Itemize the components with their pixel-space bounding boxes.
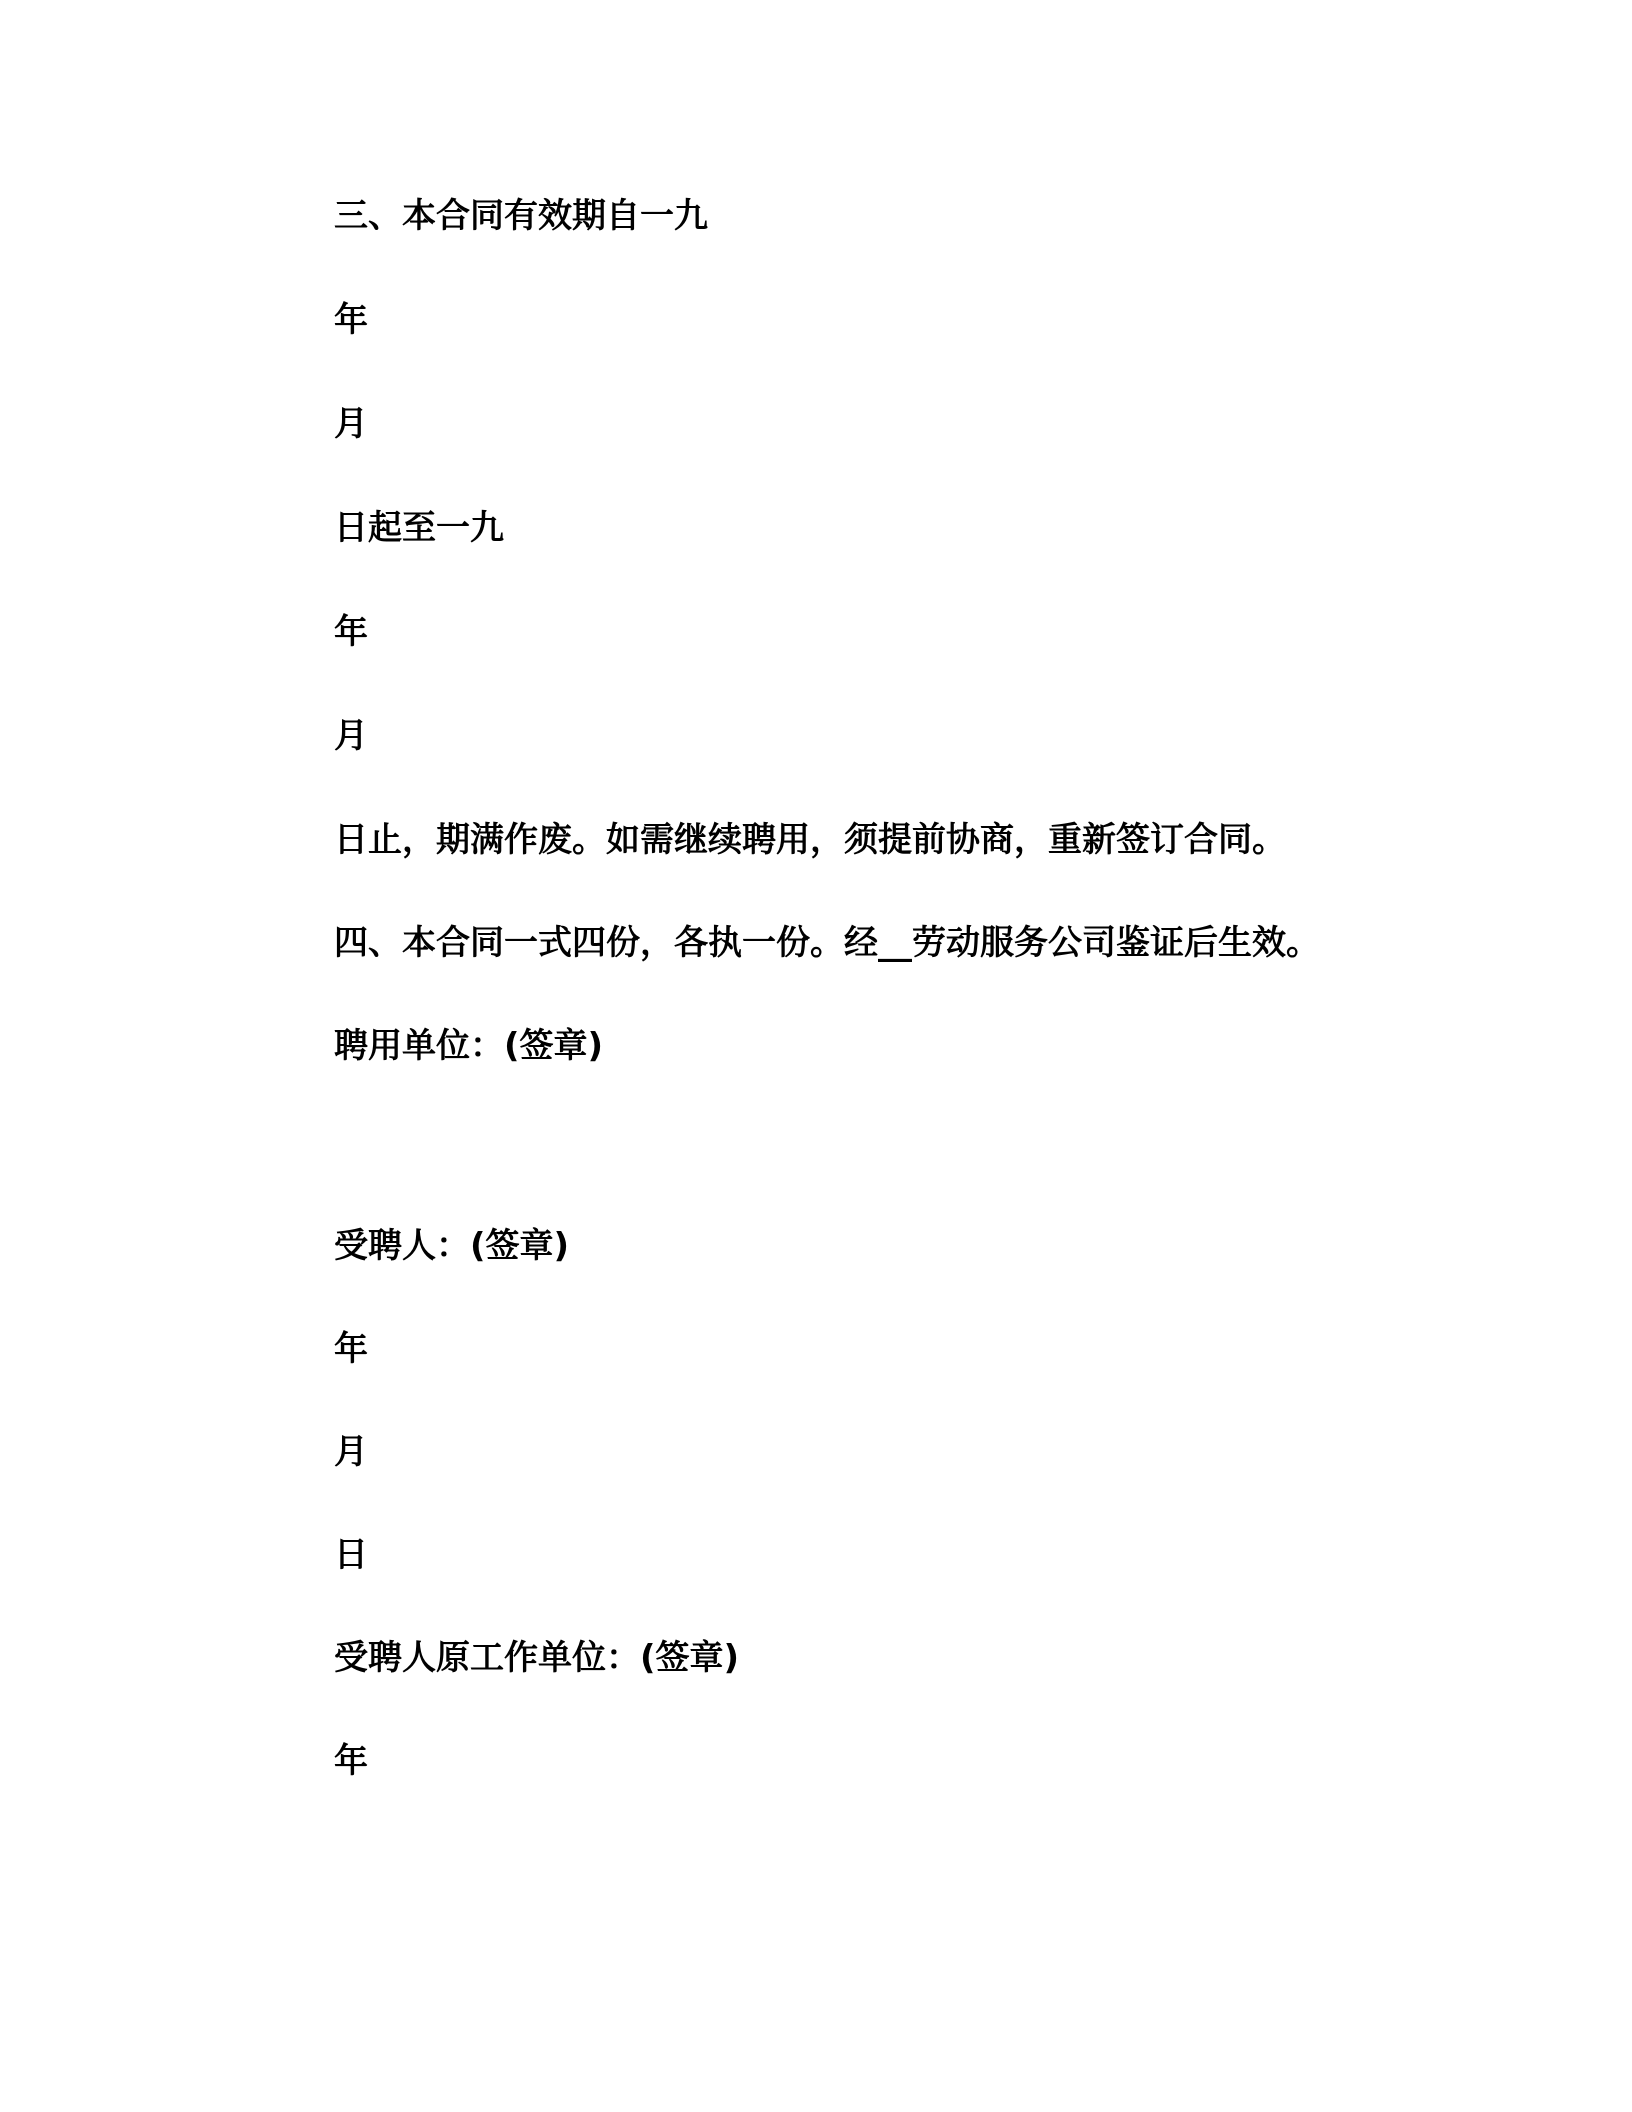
employee-year-label: 年 [334,1329,368,1369]
start-month-label: 月 [334,404,368,444]
start-day-to-label: 日起至一九 [334,508,504,548]
start-year-label: 年 [334,300,368,340]
former-employer-year-label: 年 [334,1741,368,1781]
end-year-label: 年 [334,612,368,652]
former-employer-signature: 受聘人原工作单位：(签章) [334,1638,740,1678]
employer-signature: 聘用单位：(签章) [334,1026,604,1066]
clause-3-start: 三、本合同有效期自一九 [334,196,708,236]
end-month-label: 月 [334,716,368,756]
employee-day-label: 日 [334,1535,368,1575]
clause-4: 四、本合同一式四份，各执一份。经__劳动服务公司鉴证后生效。 [334,923,1320,963]
clause-3-end: 日止，期满作废。如需继续聘用，须提前协商，重新签订合同。 [334,820,1286,860]
employee-signature: 受聘人：(签章) [334,1226,570,1266]
employee-month-label: 月 [334,1432,368,1472]
